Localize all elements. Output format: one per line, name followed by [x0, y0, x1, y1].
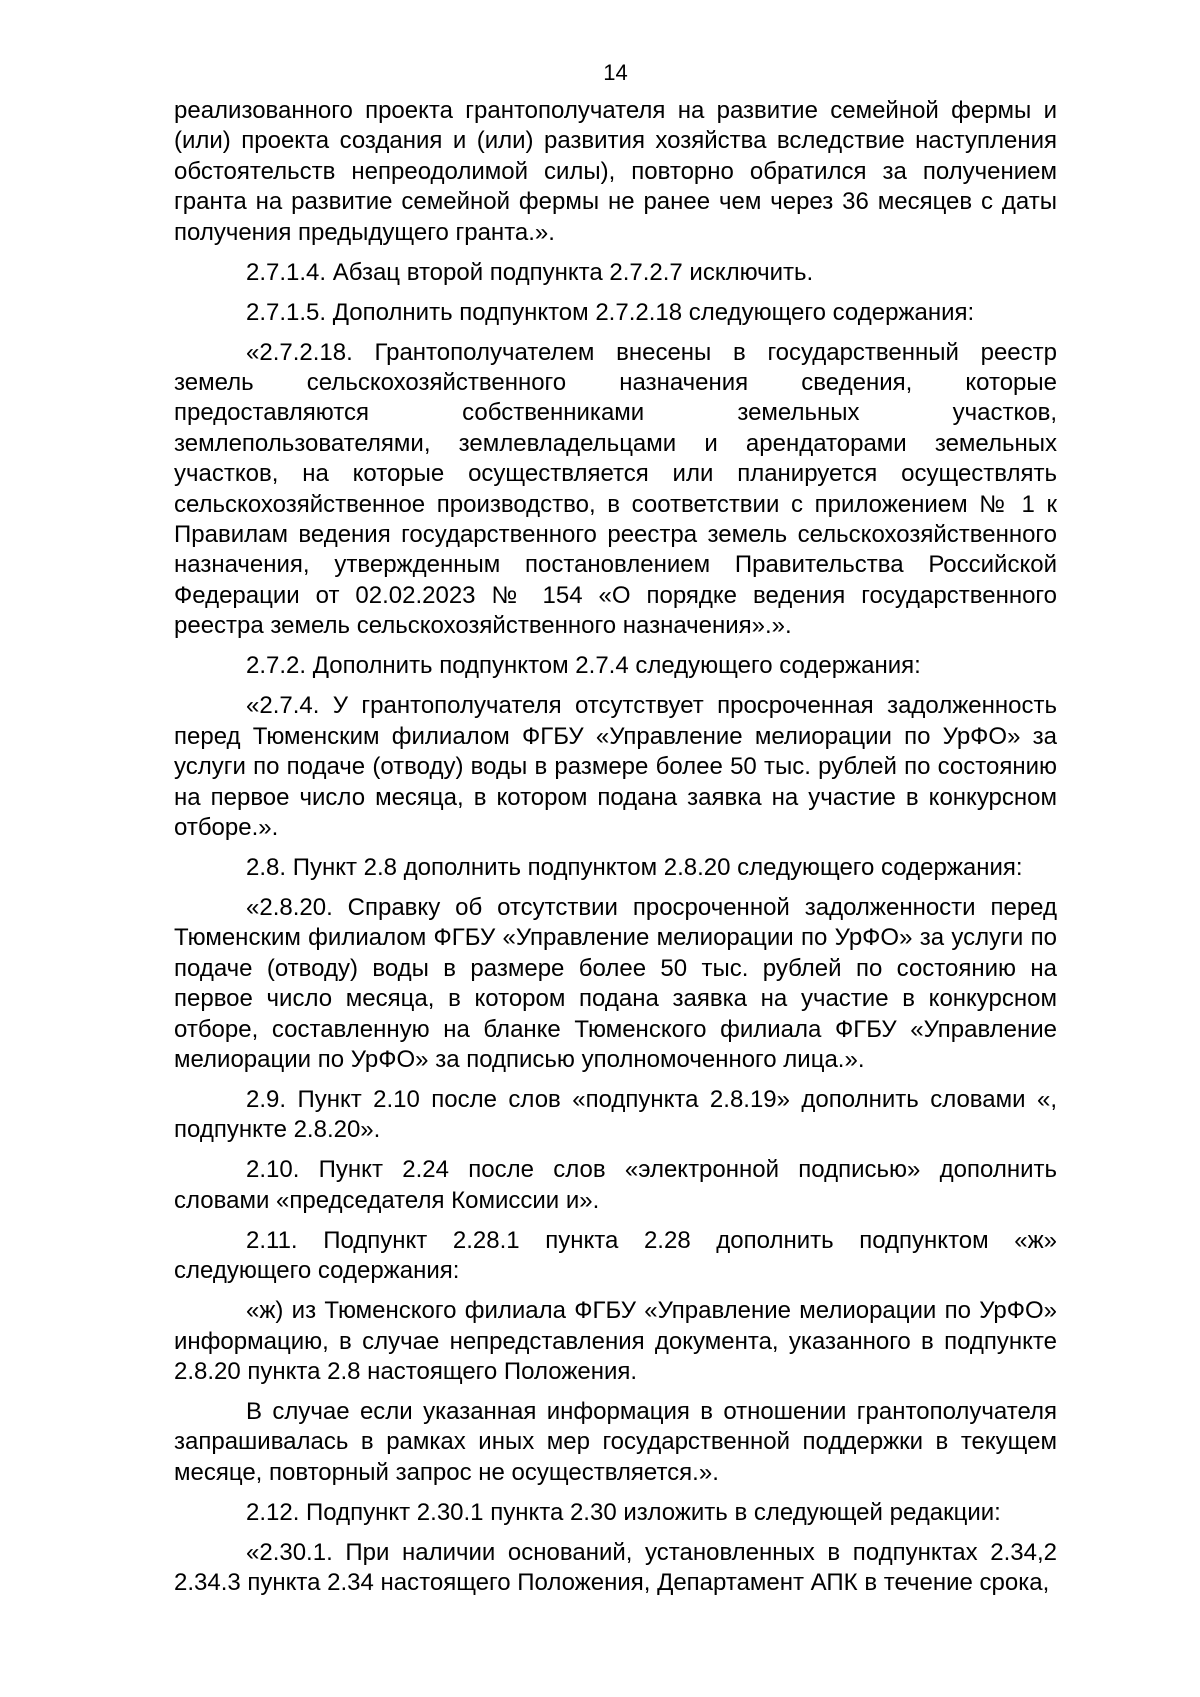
- paragraph-zh: «ж) из Тюменского филиала ФГБУ «Управление мелиорации по УрФО» информацию, в случае непредставления документа, указанного в подпункте 2.8.20 пункта 2.8 настоящего Положения.: [174, 1297, 1057, 1385]
- paragraph-2-7-2-18: «2.7.2.18. Грантополучателем внесены в государственный реестр земель сельскохозяйственного назначения сведения, которые предоставляются собственниками земельных участков, землепользователями, землевладельцами и арендаторами земельных участков, на которые осуществляется или планируется осуществлять сельскохозяйственное производство, в соответствии с приложением № 1 к Правилам ведения государственного реестра земель сельскохозяйственного назначения, утвержденным постановлением Правительства Российской Федерации от 02.02.2023 № 154 «О порядке ведения государственного реестра земель сельскохозяйственного назначения».».: [174, 338, 1057, 640]
- paragraph-2-12: 2.12. Подпункт 2.30.1 пункта 2.30 изложить в следующей редакции:: [246, 1498, 1001, 1526]
- page-number: 14: [603, 60, 628, 85]
- paragraph-2-7-2: 2.7.2. Дополнить подпунктом 2.7.4 следующего содержания:: [246, 652, 921, 680]
- paragraph-continuation: реализованного проекта грантополучателя на развитие семейной фермы и (или) проекта создания и (или) развития хозяйства вследствие наступления обстоятельств непреодолимой силы), повторно обратился за получением гранта на развитие семейной фермы не ранее чем через 36 месяцев с даты получения предыдущего гранта.».: [174, 97, 1057, 246]
- paragraph-2-7-4: «2.7.4. У грантополучателя отсутствует просроченная задолженность перед Тюменским филиалом ФГБУ «Управление мелиорации по УрФО» за услуги по подаче (отводу) воды в размере более 50 тыс. рублей по состоянию на первое число месяца, в котором подана заявка на участие в конкурсном отборе.».: [174, 692, 1057, 841]
- paragraph-2-8-20: «2.8.20. Справку об отсутствии просроченной задолженности перед Тюменским филиалом ФГБУ «Управление мелиорации по УрФО» за услуги по подаче (отводу) воды в размере более 50 тыс. рублей по состоянию на первое число месяца, в котором подана заявка на участие в конкурсном отборе, составленную на бланке Тюменского филиала ФГБУ «Управление мелиорации по УрФО» за подписью уполномоченного лица.».: [174, 893, 1057, 1073]
- paragraph-2-7-1-5: 2.7.1.5. Дополнить подпунктом 2.7.2.18 следующего содержания:: [246, 298, 975, 326]
- paragraph-2-10: 2.10. Пункт 2.24 после слов «электронной подписью» дополнить словами «председателя Комиссии и».: [174, 1156, 1057, 1214]
- paragraph-2-7-1-4: 2.7.1.4. Абзац второй подпункта 2.7.2.7 исключить.: [246, 258, 814, 286]
- paragraph-2-11: 2.11. Подпункт 2.28.1 пункта 2.28 дополнить подпунктом «ж» следующего содержания:: [174, 1226, 1057, 1285]
- document-body: [174, 96, 1057, 1599]
- paragraph-2-8: 2.8. Пункт 2.8 дополнить подпунктом 2.8.20 следующего содержания:: [246, 853, 1023, 881]
- paragraph-repeat-request: В случае если указанная информация в отношении грантополучателя запрашивалась в рамках иных мер государственной поддержки в текущем месяце, повторный запрос не осуществляется.».: [174, 1397, 1057, 1486]
- paragraph-2-9: 2.9. Пункт 2.10 после слов «подпункта 2.8.19» дополнить словами «, подпункте 2.8.20».: [174, 1085, 1057, 1144]
- paragraph-2-30-1: «2.30.1. При наличии оснований, установленных в подпунктах 2.34,2 2.34.3 пункта 2.34 настоящего Положения, Департамент АПК в течение срока,: [174, 1538, 1057, 1597]
